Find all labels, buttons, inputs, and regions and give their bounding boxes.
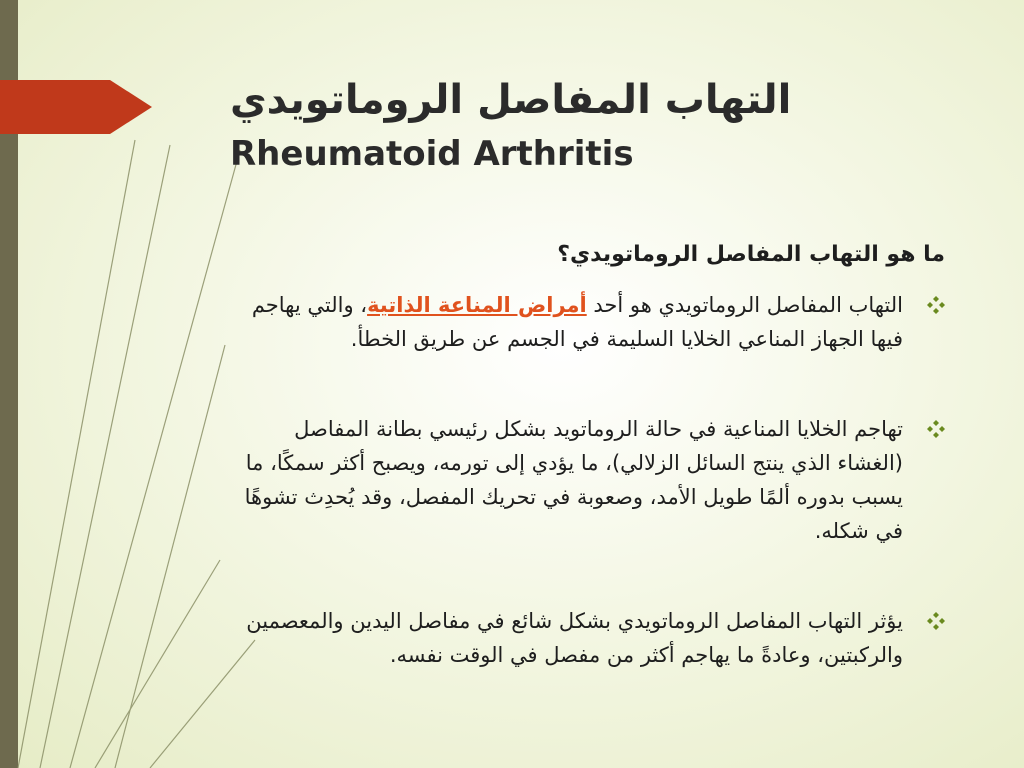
bullet-3-text: يؤثر التهاب المفاصل الروماتويدي بشكل شائع في مفاصل اليدين والمعصمين والركبتين، وعادةً ما يهاجم أكثر من مفصل في الوقت نفسه. xyxy=(246,609,903,667)
bullet-item-2 xyxy=(230,412,945,548)
four-diamond-bullet-icon xyxy=(927,612,945,630)
four-diamond-bullet-icon xyxy=(927,296,945,314)
bullet-2-text: تهاجم الخلايا المناعية في حالة الروماتويد بشكل رئيسي بطانة المفاصل (الغشاء الذي ينتج السائل الزلالي)، ما يؤدي إلى تورمه، ويصبح أكثر سمكًا، ما يسبب بدوره ألمًا طويل الأمد، وصعوبة في تحريك المفصل، وقد يُحدِث تشوهًا في شكله. xyxy=(244,417,903,543)
red-arrow-icon xyxy=(0,80,160,134)
bullet-item-3 xyxy=(230,604,945,672)
question-heading: ما هو التهاب المفاصل الروماتويدي؟ xyxy=(557,242,945,267)
slide-title-arabic: التهاب المفاصل الروماتويدي xyxy=(230,77,792,123)
autoimmune-diseases-link[interactable]: أمراض المناعة الذاتية xyxy=(367,293,587,317)
four-diamond-bullet-icon xyxy=(927,420,945,438)
bullet-1-text-end: ، والتي يهاجم فيها الجهاز المناعي الخلايا السليمة في الجسم عن طريق الخطأ. xyxy=(251,293,903,351)
slide-content xyxy=(230,240,945,672)
bullet-item-1 xyxy=(230,288,945,356)
slide-title-english: Rheumatoid Arthritis xyxy=(230,134,634,174)
bullet-1-text-start: التهاب المفاصل الروماتويدي هو أحد xyxy=(586,293,903,317)
